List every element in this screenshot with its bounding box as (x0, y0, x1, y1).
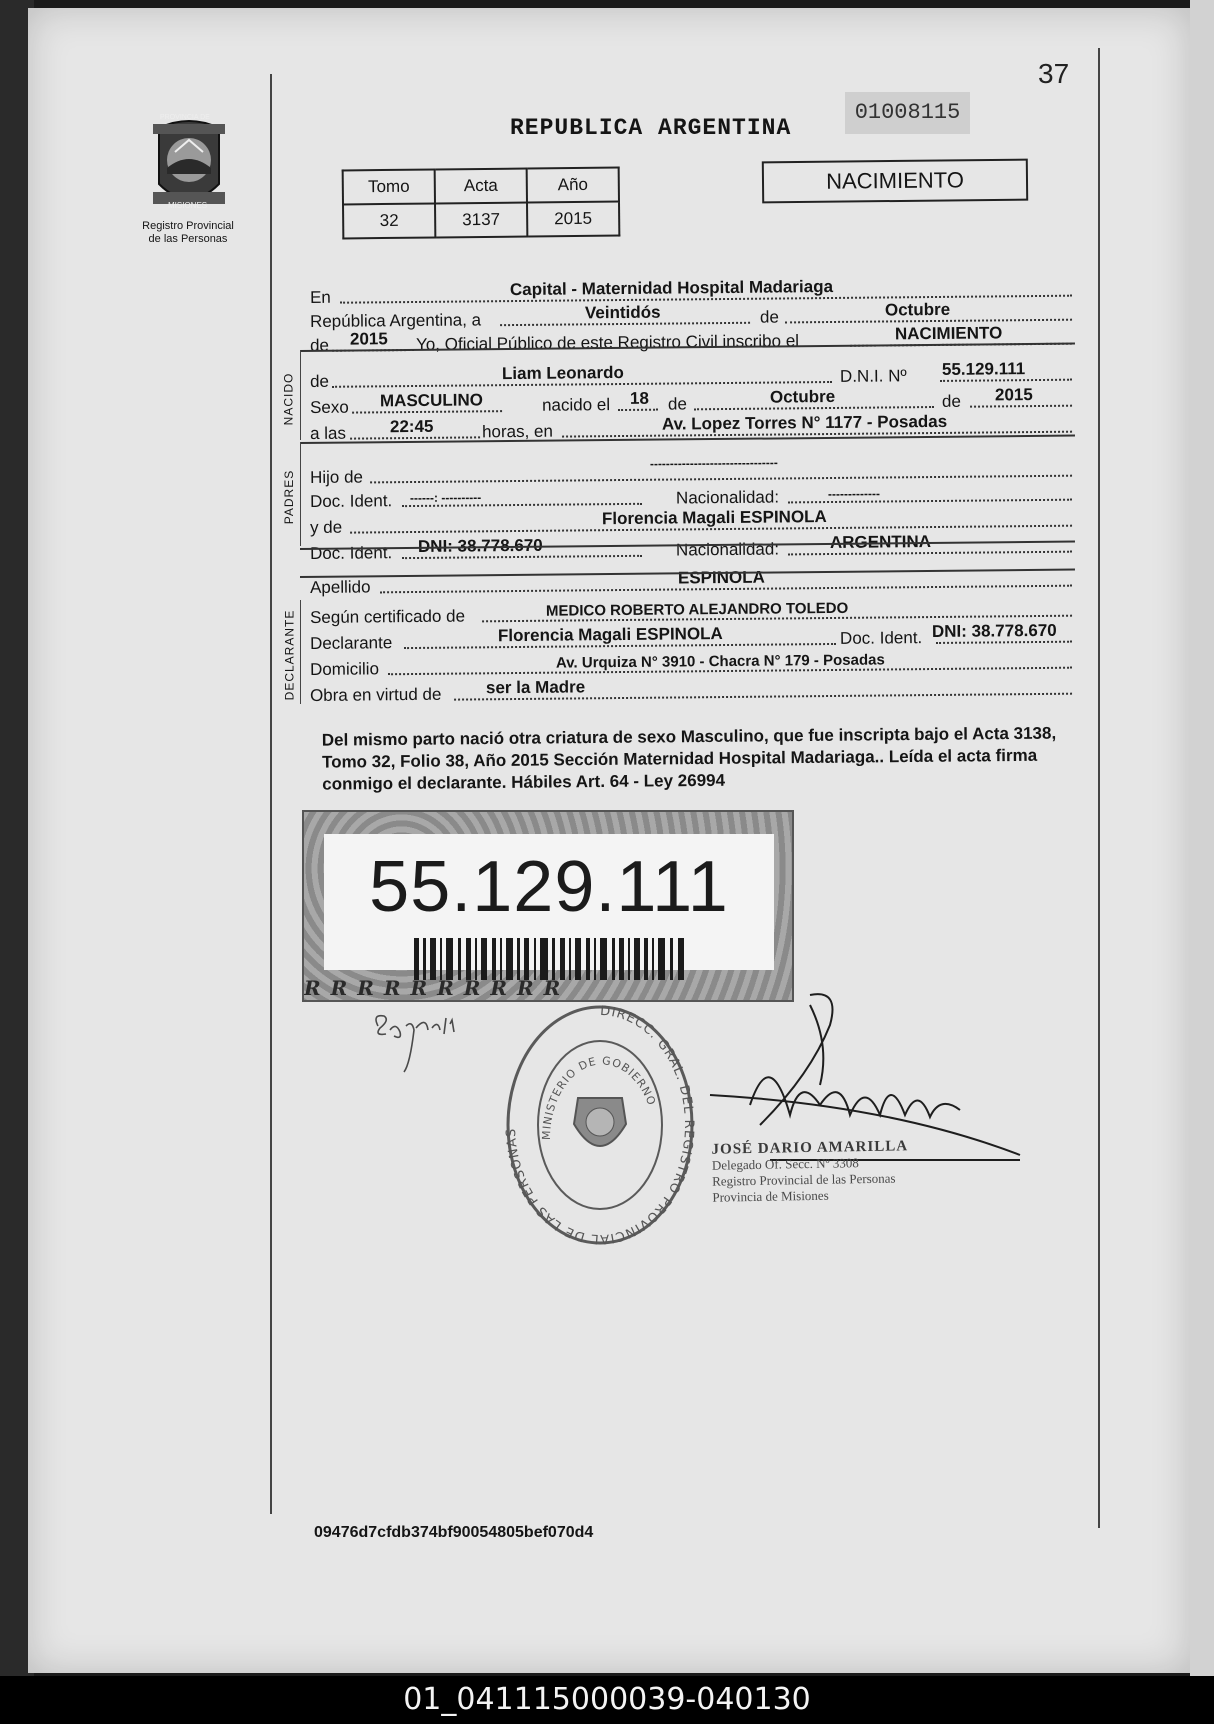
logo-text-top: PROVINCIA DE (160, 114, 210, 121)
father-nationality: ------------- (827, 486, 880, 502)
dni-sticker-label (324, 834, 774, 970)
registry-caption (128, 220, 248, 246)
value-tomo: 32 (343, 203, 435, 238)
certificate-issuer: MEDICO ROBERTO ALEJANDRO TOLEDO (545, 599, 849, 620)
act-value: NACIMIENTO (894, 323, 1003, 344)
header-tomo: Tomo (343, 169, 435, 204)
header-acta: Acta (435, 169, 527, 204)
year-value: 2015 (349, 329, 388, 349)
birth-day: 18 (629, 388, 649, 408)
mother-nationality: ARGENTINA (829, 532, 932, 553)
act-type-box: NACIMIENTO (762, 159, 1028, 204)
declarant-name: Florencia Magali ESPINOLA (497, 624, 723, 646)
section-bar (300, 350, 301, 440)
left-margin-line (270, 74, 272, 1514)
domicilio-label: Domicilio (309, 659, 380, 679)
sex-value: MASCULINO (379, 390, 484, 411)
section-label-declarante: DECLARANTE (282, 609, 297, 701)
place-of-registration: Capital - Maternidad Hospital Madariaga (509, 276, 834, 300)
child-dni: 55.129.111 (941, 359, 1026, 379)
obra-label: Obra en virtud de (309, 684, 442, 705)
birth-place: Av. Lopez Torres N° 1177 - Posadas (661, 411, 948, 434)
record-table-header-row (343, 168, 619, 205)
month-value: Octubre (884, 299, 951, 320)
republica-label: República Argentina, a (309, 310, 482, 331)
dni-label: D.N.I. Nº (839, 366, 907, 386)
value-ano: 2015 (527, 202, 619, 237)
birth-year: 2015 (994, 385, 1033, 405)
scan-border-right (1190, 0, 1214, 1724)
section-bar (300, 600, 301, 704)
stamp-ring-text: DIRECC. GRAL. DEL REGISTRO PROVINCIAL DE LAS PERSONAS (503, 1003, 696, 1247)
day-value: Veintidós (584, 302, 661, 323)
section-label-padres: PADRES (282, 469, 297, 525)
declarante-label: Declarante (309, 633, 393, 653)
father-doc: ------: ---------- (409, 490, 482, 506)
de-label2: de (667, 394, 688, 414)
de-year-label: de (309, 335, 330, 355)
dni-sticker-number: 55.129.111 (369, 847, 729, 927)
mother-name: Florencia Magali ESPINOLA (601, 507, 827, 529)
serial-number: 01008115 (845, 92, 970, 134)
a-las-label: a las (309, 423, 347, 443)
officer-role: Delegado Of. Secc. Nº 3308 (711, 1155, 859, 1173)
father-name: -------------------------------- (649, 455, 778, 471)
de-name-label: de (309, 371, 330, 391)
country-title: REPUBLICA ARGENTINA (510, 115, 792, 141)
capacity-value: ser la Madre (485, 677, 586, 698)
additional-note: Del mismo parto nació otra criatura de sexo Masculino, que fue inscripta bajo el Acta 3138, Tomo 32, Folio 38, Año 2015 Sección Maternidad Hospital Madariaga.. Leída el acta firma conmigo el declarante. Hábiles Art. 64 - Ley 26994 (321, 723, 1057, 794)
doc-ident-label2: Doc. Ident. (309, 543, 393, 563)
declarant-doc: DNI: 38.778.670 (931, 620, 1057, 642)
surname-value: ESPINOLA (677, 567, 765, 588)
right-margin-line (1098, 48, 1100, 1528)
child-name: Liam Leonardo (501, 362, 624, 384)
sexo-label: Sexo (309, 397, 349, 417)
header-ano: Año (527, 168, 619, 203)
dni-sticker (302, 810, 794, 1002)
de-label: de (759, 307, 780, 327)
document-hash: 09476d7cfdb374bf90054805bef070d4 (314, 1524, 594, 1541)
birth-time: 22:45 (389, 416, 434, 437)
officer-province: Provincia de Misiones (712, 1187, 829, 1205)
hijo-de-label: Hijo de (309, 467, 364, 487)
domicile-value: Av. Urquiza N° 3910 - Chacra N° 179 - Posadas (555, 651, 885, 672)
officer-block (711, 1138, 909, 1205)
nacido-el-label: nacido el (541, 395, 611, 415)
yo-label: Yo, Oficial Público de este Registro Civil inscribo el (415, 331, 800, 354)
initials-text: Espinf M (400, 1066, 404, 1067)
doc-ident-label3: Doc. Ident. (839, 628, 923, 648)
officer-name: JOSÉ DARIO AMARILLA (711, 1138, 909, 1158)
stamp-inner-text: MINISTERIO DE GOBIERNO (539, 1054, 659, 1141)
file-id-bar: 01_041115000039-040130 (0, 1676, 1214, 1724)
horas-label: horas, en (481, 421, 553, 442)
logo-text-bottom: MISIONES (168, 201, 208, 210)
official-stamp (500, 1000, 700, 1250)
apellido-label: Apellido (309, 577, 371, 597)
value-acta: 3137 (435, 203, 527, 238)
y-de-label: y de (309, 517, 343, 537)
sticker-band: RRRRRRRRRR (304, 976, 571, 1000)
nacionalidad-label2: Nacionalidad: (675, 539, 780, 560)
registry-caption-line2: de las Personas (148, 233, 228, 245)
section-label-nacido: NACIDO (281, 372, 296, 426)
birth-month: Octubre (769, 386, 836, 407)
page-number: 37 (1038, 58, 1070, 89)
nacionalidad-label: Nacionalidad: (675, 487, 780, 508)
registry-caption-line1: Registro Provincial (142, 220, 234, 232)
record-table-value-row (343, 202, 619, 239)
de-label3: de (941, 391, 962, 411)
doc-ident-label: Doc. Ident. (309, 491, 393, 511)
mother-doc: DNI: 38.778.670 (417, 535, 543, 556)
handwritten-initials (370, 1006, 480, 1076)
record-table (342, 167, 621, 240)
en-label: En (309, 287, 331, 307)
officer-registry: Registro Provincial de las Personas (712, 1170, 896, 1189)
section-bar (300, 442, 301, 546)
dotted-line (618, 409, 658, 411)
certificado-label: Según certificado de (309, 606, 466, 627)
barcode-graphic (414, 938, 684, 980)
